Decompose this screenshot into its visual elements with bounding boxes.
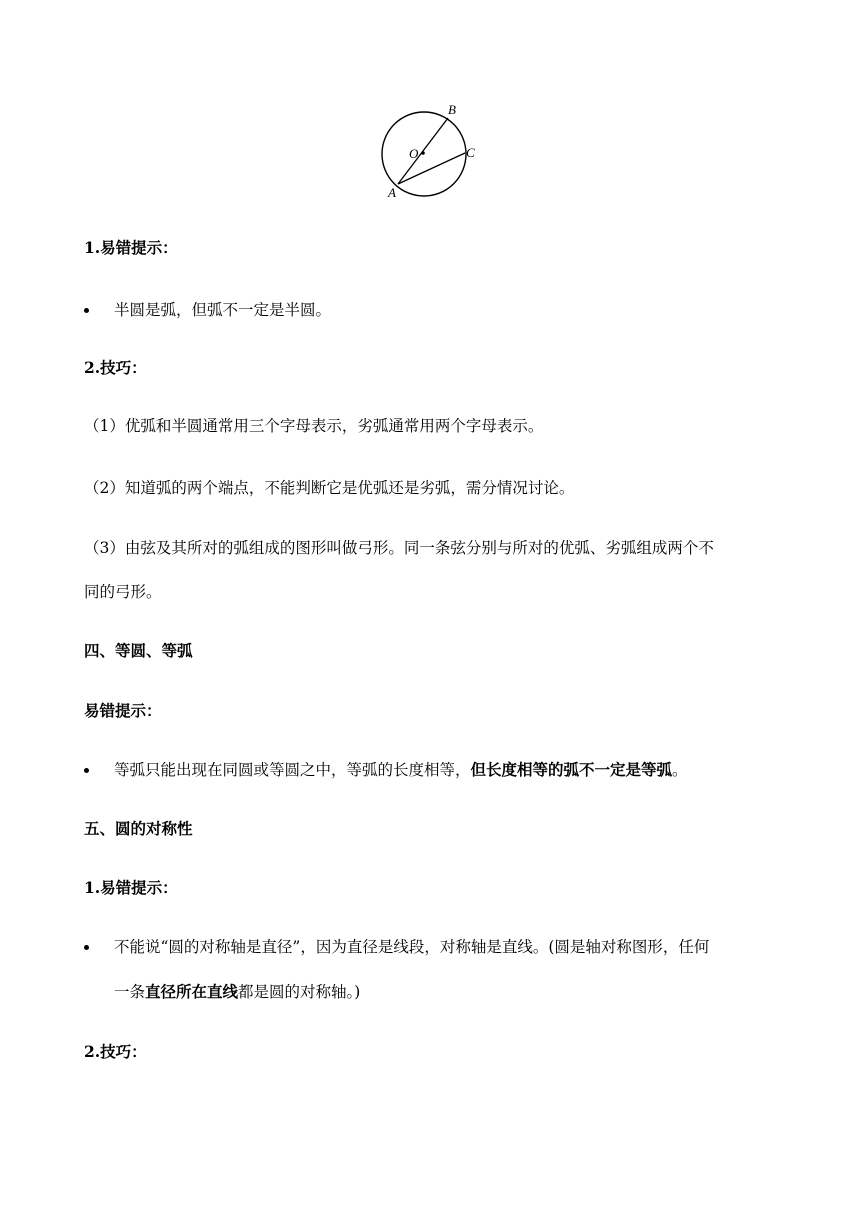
s2-heading: 2.技巧： xyxy=(84,358,147,377)
s2-paragraph-3-line-1: （3）由弦及其所对的弧组成的图形叫做弓形。同一条弦分别与所对的优弧、劣弧组成两个不 xyxy=(84,539,714,557)
diameter-ab xyxy=(398,118,448,184)
s1-bullet-text: 半圆是弧，但弧不一定是半圆。 xyxy=(114,301,332,319)
s5-heading-1: 1.易错提示： xyxy=(84,878,178,897)
label-o: O xyxy=(409,146,419,161)
s5-title: 五、圆的对称性 xyxy=(84,819,193,838)
circle-diagram xyxy=(370,98,490,202)
s5-bullet-line2-b: 都是圆的对称轴。) xyxy=(238,983,361,1001)
s5-bullet-line2-a: 一条 xyxy=(114,983,146,1001)
label-c: C xyxy=(466,145,475,160)
bullet-dot-icon xyxy=(84,299,102,321)
s2-paragraph-3-line-2: 同的弓形。 xyxy=(84,583,162,601)
s4-title: 四、等圆、等弧 xyxy=(84,641,193,660)
label-a: A xyxy=(388,185,396,200)
s5-heading-2: 2.技巧： xyxy=(84,1042,147,1061)
s4-bullet-part2: 。 xyxy=(672,761,688,779)
label-b: B xyxy=(448,102,456,117)
s5-bullet-line2-emphasis: 直径所在直线 xyxy=(145,982,239,1001)
s4-bullet-part1: 等弧只能出现在同圆或等圆之中，等弧的长度相等， xyxy=(114,761,471,779)
bullet-dot-icon xyxy=(84,759,102,781)
s2-paragraph-2: （2）知道弧的两个端点，不能判断它是优弧还是劣弧，需分情况讨论。 xyxy=(84,479,575,497)
s4-bullet-text xyxy=(114,759,688,781)
s5-bullet-line-1: 不能说“圆的对称轴是直径”，因为直径是线段，对称轴是直线。(圆是轴对称图形，任何 xyxy=(114,938,710,956)
s1-heading: 1.易错提示： xyxy=(84,238,178,257)
s5-bullet-line-2 xyxy=(114,981,360,1003)
s2-paragraph-1: （1）优弧和半圆通常用三个字母表示，劣弧通常用两个字母表示。 xyxy=(84,417,544,435)
s4-heading: 易错提示： xyxy=(84,701,162,720)
s4-bullet-emphasis: 但长度相等的弧不一定是等弧 xyxy=(470,760,673,779)
bullet-dot-icon xyxy=(84,936,102,958)
center-point xyxy=(421,151,425,155)
